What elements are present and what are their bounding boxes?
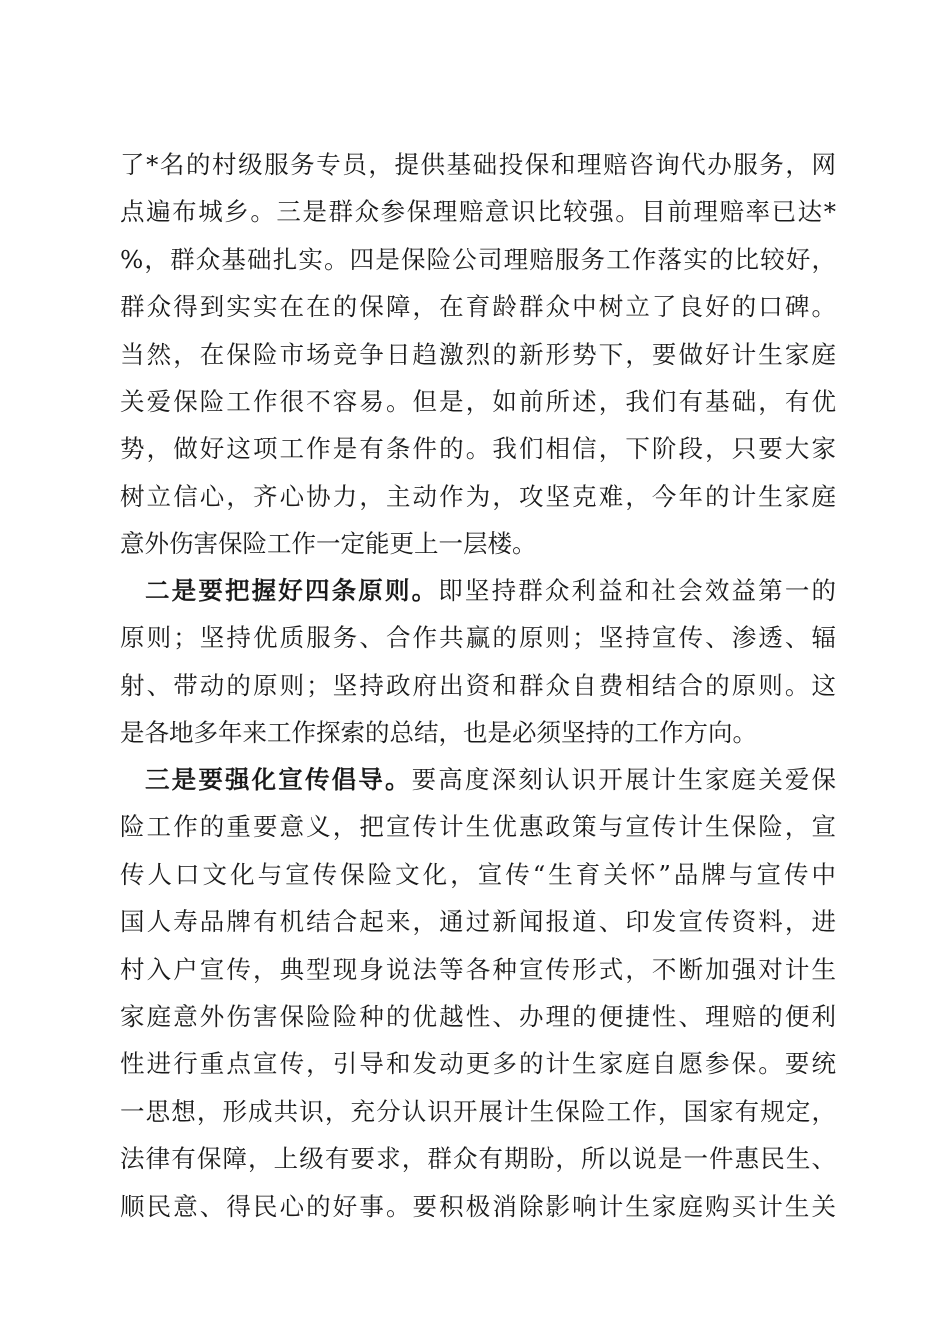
text-line: 家庭意外伤害保险险种的优越性、办理的便捷性、理赔的便利 [120,1001,836,1031]
text-line: 国人寿品牌有机结合起来，通过新闻报道、印发宣传资料，进 [120,907,836,937]
text-line: 传人口文化与宣传保险文化，宣传“生育关怀”品牌与宣传中 [120,859,836,889]
paragraph-heading: 二是要把握好四条原则。 [145,576,439,605]
text-line: 群众得到实实在在的保障，在育龄群众中树立了良好的口碑。 [120,292,836,322]
paragraph-continuation [120,141,836,568]
paragraph-publicity [120,756,836,1230]
paragraph-principles [120,567,836,757]
text-line: %，群众基础扎实。四是保险公司理赔服务工作落实的比较好， [120,244,836,274]
text-span: 即坚持群众利益和社会效益第一的 [438,576,836,605]
text-line: 法律有保障，上级有要求，群众有期盼，所以说是一件惠民生、 [120,1144,836,1174]
text-line: 点遍布城乡。三是群众参保理赔意识比较强。目前理赔率已达* [120,197,836,227]
text-line: 顺民意、得民心的好事。要积极消除影响计生家庭购买计生关 [120,1191,836,1221]
text-line: 村入户宣传，典型现身说法等各种宣传形式，不断加强对计生 [120,954,836,984]
paragraph-first-line [120,756,836,803]
text-line: 险工作的重要意义，把宣传计生优惠政策与宣传计生保险，宣 [120,812,836,842]
text-line: 意外伤害保险工作一定能更上一层楼。 [120,529,537,559]
text-line: 是各地多年来工作探索的总结，也是必须坚持的工作方向。 [120,718,757,748]
text-line: 射、带动的原则；坚持政府出资和群众自费相结合的原则。这 [120,670,836,700]
text-line: 树立信心，齐心协力，主动作为，攻坚克难，今年的计生家庭 [120,481,836,511]
text-line: 势，做好这项工作是有条件的。我们相信，下阶段，只要大家 [120,434,836,464]
paragraph-first-line [120,567,836,614]
paragraph-heading: 三是要强化宣传倡导。 [145,765,412,794]
text-line: 了*名的村级服务专员，提供基础投保和理赔咨询代办服务，网 [120,150,836,179]
text-line: 原则；坚持优质服务、合作共赢的原则；坚持宣传、渗透、辐 [120,623,836,653]
text-line: 一思想，形成共识，充分认识开展计生保险工作，国家有规定， [120,1096,836,1126]
text-line: 关爱保险工作很不容易。但是，如前所述，我们有基础，有优 [120,386,836,416]
text-line: 当然，在保险市场竞争日趋激烈的新形势下，要做好计生家庭 [120,339,836,369]
text-span: 要高度深刻认识开展计生家庭关爱保 [411,765,836,794]
text-line: 性进行重点宣传，引导和发动更多的计生家庭自愿参保。要统 [120,1049,836,1079]
